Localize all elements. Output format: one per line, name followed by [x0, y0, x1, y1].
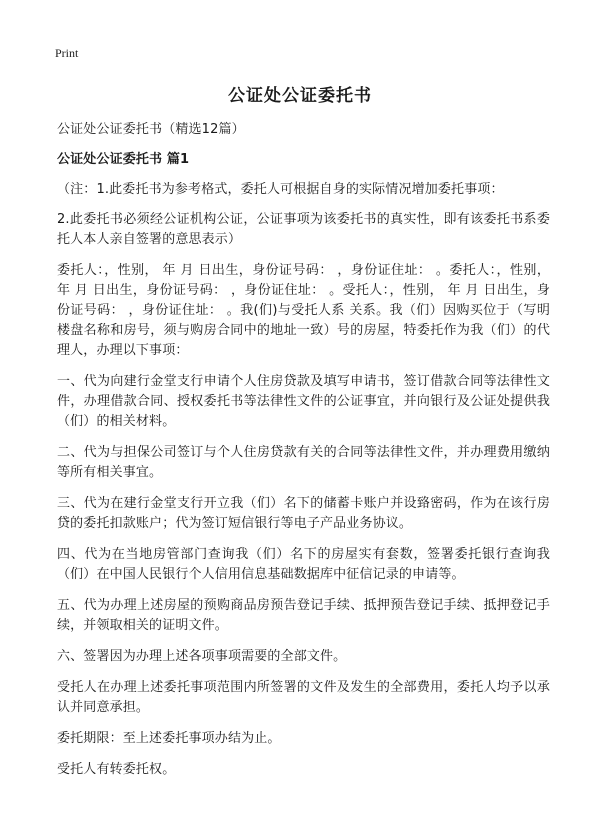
section-heading: 公证处公证委托书 篇1: [57, 152, 190, 167]
body-paragraph: 受托人有转委托权。: [57, 762, 176, 777]
item-paragraph: 一、代为向建行金堂支行申请个人住房贷款及填写申请书，签订借款合同等法律性文件，办理借款合同、授权委托书等法律性文件的公证事宜，并向银行及公证处提供我（们）的相关材料。: [57, 374, 550, 429]
parties-paragraph: 委托人：，性别， 年 月 日出生，身份证号码： ，身份证住址： 。委托人：，性别， 年 月 日出生，身份证号码： ，身份证住址： 。受托人：，性别， 年 月 日出生，身份证号码： ，身份证住址： 。我(们)与受托人系 关系。我（们）因购买位于（写明楼盘名称和房号，须与购房合同中的地址一致）号的房屋，特委托作为我（们）的代理人，办理以下事项：: [57, 263, 550, 358]
body-paragraph: 委托期限：至上述委托事项办结为止。: [57, 731, 281, 746]
item-paragraph: 三、代为在建行金堂支行开立我（们）名下的储蓄卡账户并设臵密码，作为在该行房贷的委托扣款账户；代为签订短信银行等电子产品业务协议。: [57, 496, 550, 531]
document-subtitle: 公证处公证委托书（精选12篇）: [57, 122, 245, 137]
body-paragraph: 受托人在办理上述委托事项范围内所签署的文件及发生的全部费用，委托人均予以承认并同意承担。: [57, 680, 550, 715]
note-paragraph: 2.此委托书必须经公证机构公证，公证事项为该委托书的真实性，即有该委托书系委托人本人亲自签署的意思表示）: [57, 212, 550, 247]
item-paragraph: 四、代为在当地房管部门查询我（们）名下的房屋实有套数，签署委托银行查询我（们）在中国人民银行个人信用信息基础数据库中征信记录的申请等。: [57, 547, 550, 582]
page-title: 公证处公证委托书: [228, 86, 372, 106]
document-body: [57, 120, 550, 791]
print-link[interactable]: Print: [55, 46, 79, 60]
item-paragraph: 六、签署因为办理上述各项事项需要的全部文件。: [57, 649, 347, 664]
item-paragraph: 五、代为办理上述房屋的预购商品房预告登记手续、抵押预告登记手续、抵押登记手续，并领取相关的证明文件。: [57, 598, 550, 633]
item-paragraph: 二、代为与担保公司签订与个人住房贷款有关的合同等法律性文件，并办理费用缴纳等所有相关事宜。: [57, 445, 550, 480]
note-paragraph: （注：1.此委托书为参考格式，委托人可根据自身的实际情况增加委托事项：: [57, 182, 504, 197]
